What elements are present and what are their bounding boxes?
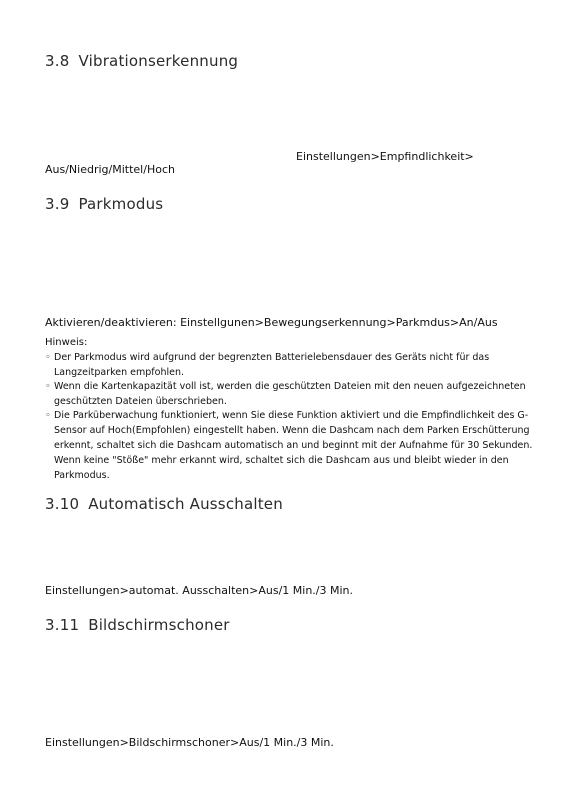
- section-title: Parkmodus: [78, 195, 164, 213]
- bullet-icon: ◦: [45, 410, 51, 421]
- section-number: 3.11: [45, 616, 80, 634]
- section-title: Automatisch Ausschalten: [88, 495, 283, 513]
- settings-path-vibration-part2: Aus/Niedrig/Mittel/Hoch: [45, 163, 175, 176]
- settings-path-vibration-part1: Einstellungen>Empfindlichkeit>: [296, 150, 474, 163]
- section-heading-auto-off: [45, 495, 283, 513]
- note-text: Der Parkmodus wird aufgrund der begrenzten Batterielebensdauer des Geräts nicht für das Langzeitparken empfohlen.: [54, 352, 490, 378]
- note-item: [45, 379, 544, 409]
- section-number: 3.9: [45, 195, 70, 213]
- settings-path-screensaver: Einstellungen>Bildschirmschoner>Aus/1 Min./3 Min.: [45, 736, 334, 749]
- section-heading-vibration: [45, 52, 238, 70]
- section-title: Vibrationserkennung: [78, 52, 239, 70]
- section-heading-parkmodus: [45, 195, 163, 213]
- note-text: Die Parküberwachung funktioniert, wenn Sie diese Funktion aktiviert und die Empfindlichkeit des G-Sensor auf Hoch(Empfohlen) eingestellt haben. Wenn die Dashcam nach dem Parken Erschütterung erkennt, schaltet sich die Dashcam automatisch an und beginnt mit der Aufnahme für 30 Sekunden. Wenn keine "Stöße" mehr erkannt wird, schaltet sich die Dashcam aus und bleibt wieder in den Parkmodus.: [54, 410, 533, 481]
- section-heading-screensaver: [45, 616, 230, 634]
- section-number: 3.10: [45, 495, 80, 513]
- section-title: Bildschirmschoner: [88, 616, 230, 634]
- note-item: [45, 350, 544, 380]
- hint-label: Hinweis:: [45, 337, 88, 348]
- note-item: [45, 408, 544, 483]
- note-text: Wenn die Kartenkapazität voll ist, werden die geschützten Dateien mit den neuen aufgezeichneten geschützten Dateien überschrieben.: [54, 381, 526, 407]
- bullet-icon: ◦: [45, 381, 51, 392]
- bullet-icon: ◦: [45, 352, 51, 363]
- settings-path-parkmodus: Aktivieren/deaktivieren: Einstellgunen>Bewegungserkennung>Parkmdus>An/Aus: [45, 316, 498, 329]
- settings-path-auto-off: Einstellungen>automat. Ausschalten>Aus/1 Min./3 Min.: [45, 584, 354, 597]
- section-number: 3.8: [45, 52, 70, 70]
